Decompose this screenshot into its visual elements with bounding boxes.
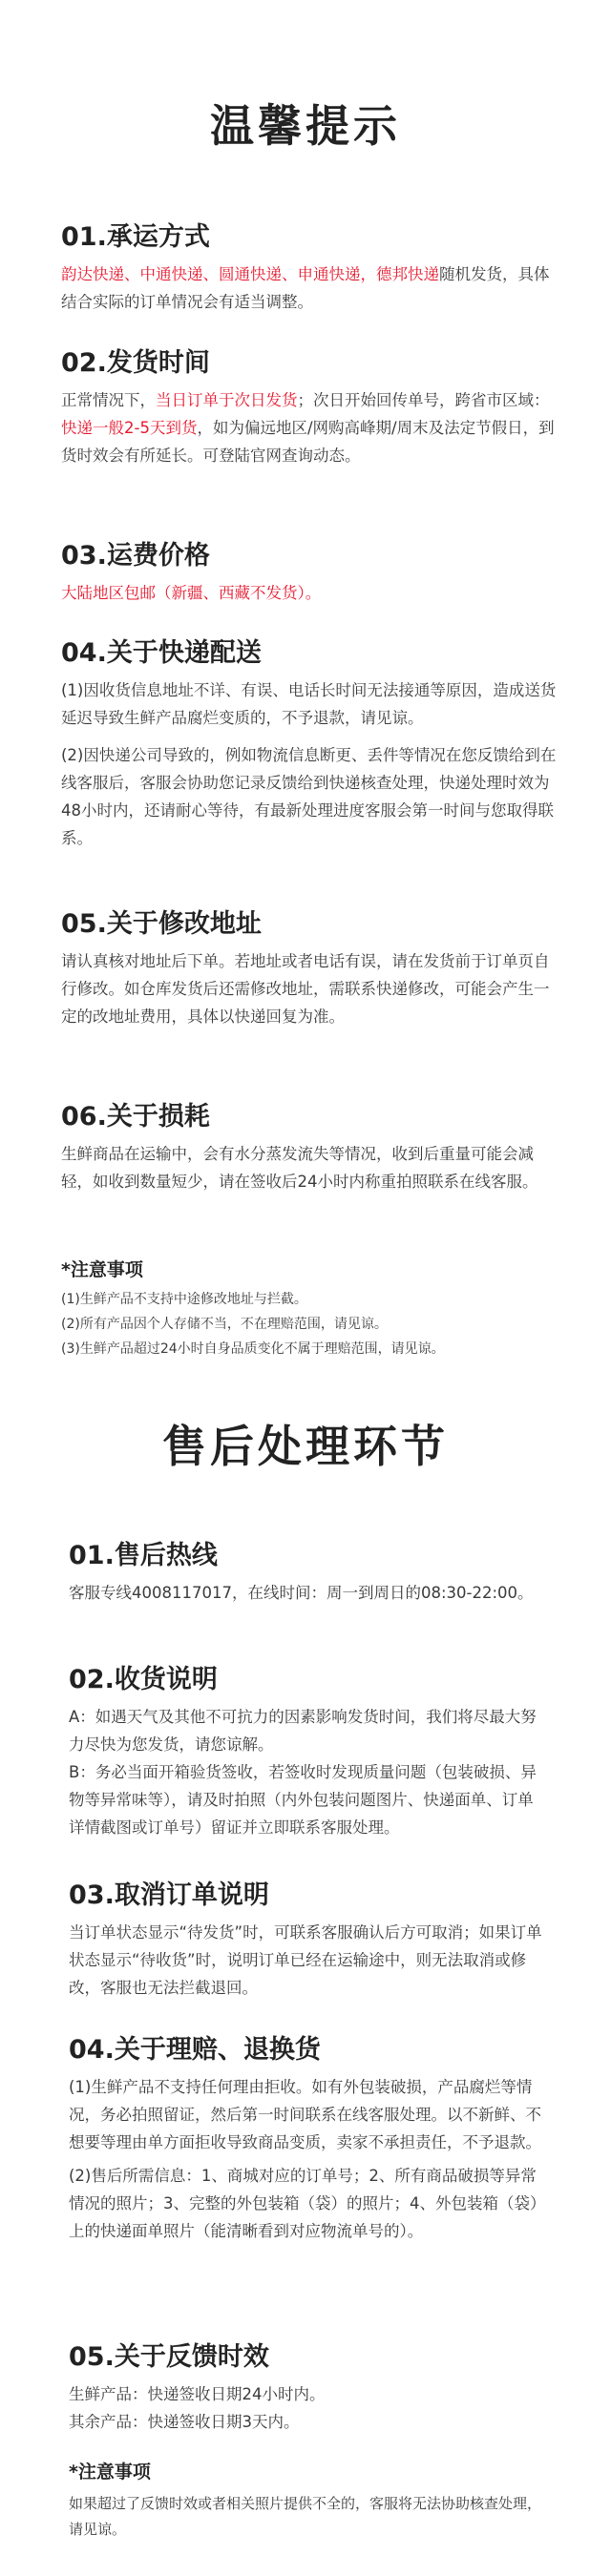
note-item: (3)生鲜产品超过24小时自身品质变化不属于理赔范围，请见谅。 [61, 1341, 445, 1357]
section-title-address-change: 05.关于修改地址 [61, 909, 262, 939]
shipping-fee-text: 大陆地区包邮（新疆、西藏不发货）。 [61, 584, 322, 602]
shipping-method-rest: 随机发货，具体结合实际的订单情况会有适当调整。 [61, 265, 550, 311]
section-title-hotline: 01.售后热线 [69, 1541, 218, 1570]
receipt-text-b: B：务必当面开箱验货签收，若签收时发现质量问题（包装破损、异物等异常味等），请及时拍照（内外包装问题图片、快递面单、订单详情截图或订单号）留证并立即联系客服处理。 [69, 1763, 537, 1837]
section-title-claims: 04.关于理赔、退换货 [69, 2035, 321, 2065]
section-title-receipt: 02.收货说明 [69, 1665, 218, 1694]
ship-time-text [61, 386, 559, 469]
notes-title: *注意事项 [61, 1259, 143, 1280]
cancel-text: 当订单状态显示“待发货”时，可联系客服确认后方可取消；如果订单状态显示“待收货”时，说明订单已经在运输途中，则无法取消或修改，客服也无法拦截退回。 [69, 1923, 542, 1997]
section-title-cancel: 03.取消订单说明 [69, 1880, 269, 1910]
couriers-highlight: 韵达快递、中通快递、圆通快递、申通快递，德邦快递 [61, 265, 439, 283]
after-sales-title: 售后处理环节 [162, 1421, 449, 1472]
page-title: 温馨提示 [210, 100, 401, 152]
ship-time-highlight-1: 当日订单于次日发货 [156, 391, 298, 409]
delivery-text-2: (2)因快递公司导致的，例如物流信息断更、丢件等情况在您反馈给到在线客服后，客服会协助您记录反馈给到快递核查处理，快递处理时效为48小时内，还请耐心等待，有最新处理进度客服会第一时间与您取得联系。 [61, 746, 557, 847]
note-item: (2)所有产品因个人存储不当，不在理赔范围，请见谅。 [61, 1317, 388, 1332]
ship-time-a: 正常情况下， [61, 391, 156, 409]
section-title-ship-time: 02.发货时间 [61, 348, 210, 378]
hotline-text: 客服专线4008117017，在线时间：周一到周日的08:30-22:00。 [69, 1584, 534, 1602]
after-sales-notes-text: 如果超过了反馈时效或者相关照片提供不全的，客服将无法协助核查处理，请见谅。 [69, 2495, 542, 2538]
ship-time-e: ，如为偏远地区/网购高峰期/周末及法定节假日，到货时效会有所延长。可登陆官网查询动态。 [61, 419, 555, 465]
after-sales-notes-title: *注意事项 [69, 2462, 151, 2483]
claims-text-1: (1)生鲜产品不支持任何理由拒收。如有外包装破损，产品腐烂等情况，务必拍照留证，然后第一时间联系在线客服处理。以不新鲜、不想要等理由单方面拒收导致商品变质，卖家不承担责任，不予退款。 [69, 2078, 541, 2151]
ship-time-c: ；次日开始回传单号，跨省市区域： [297, 391, 550, 409]
receipt-text-a: A：如遇天气及其他不可抗力的因素影响发货时间，我们将尽最大努力尽快为您发货，请您谅解。 [69, 1708, 537, 1754]
delivery-text-1: (1)因收货信息地址不详、有误、电话长时间无法接通等原因，造成送货延迟导致生鲜产品腐烂变质的，不予退款，请见谅。 [61, 681, 557, 727]
section-title-delivery: 04.关于快递配送 [61, 638, 262, 668]
section-title-loss: 06.关于损耗 [61, 1102, 210, 1132]
claims-text-2: (2)售后所需信息：1、商城对应的订单号；2、所有商品破损等异常情况的照片；3、完整的外包装箱（袋）的照片；4、外包装箱（袋）上的快递面单照片（能清晰看到对应物流单号的）。 [69, 2167, 546, 2240]
section-title-feedback: 05.关于反馈时效 [69, 2342, 269, 2372]
loss-text: 生鲜商品在运输中，会有水分蒸发流失等情况，收到后重量可能会减轻，如收到数量短少，请在签收后24小时内称重拍照联系在线客服。 [61, 1145, 538, 1191]
note-item: (1)生鲜产品不支持中途修改地址与拦截。 [61, 1292, 307, 1307]
section-title-shipping-method: 01.承运方式 [61, 222, 210, 252]
address-change-text: 请认真核对地址后下单。若地址或者电话有误，请在发货前于订单页自行修改。如仓库发货后还需修改地址，需联系快递修改，可能会产生一定的改地址费用，具体以快递回复为准。 [61, 952, 550, 1026]
feedback-line-1: 生鲜产品：快递签收日期24小时内。 [69, 2385, 326, 2403]
shipping-method-text [61, 260, 559, 316]
section-title-shipping-fee: 03.运费价格 [61, 541, 210, 571]
feedback-line-2: 其余产品：快递签收日期3天内。 [69, 2413, 300, 2431]
ship-time-highlight-2: 快递一般2-5天到货 [61, 419, 198, 437]
